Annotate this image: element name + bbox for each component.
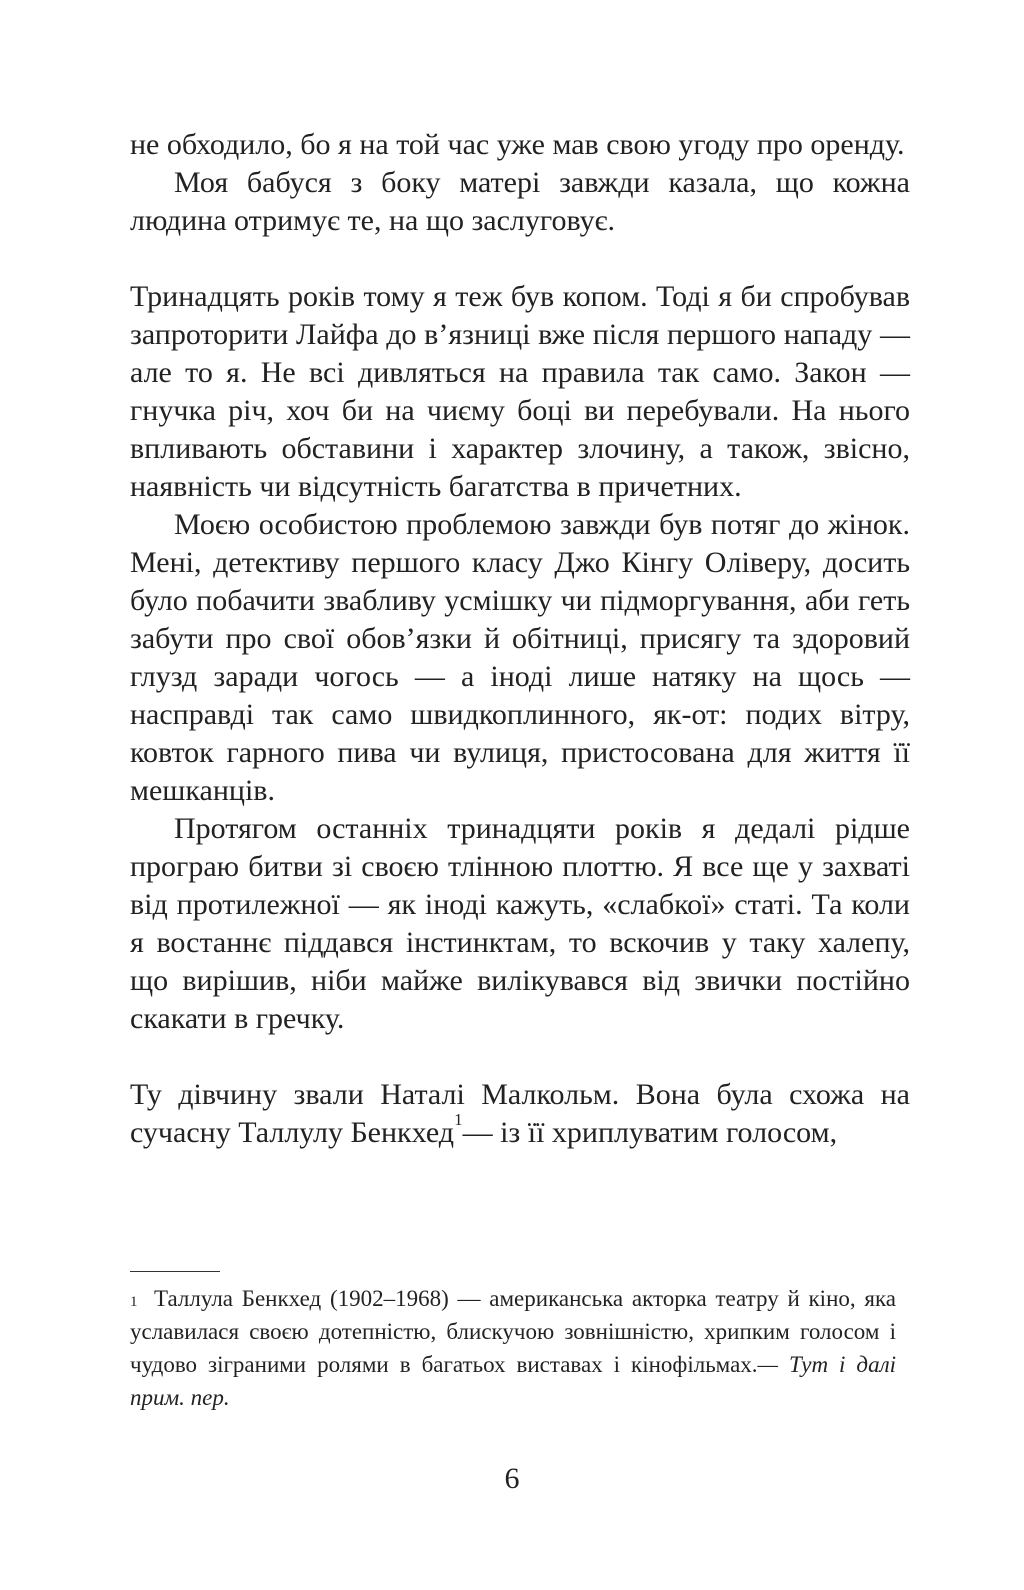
- section-break: [130, 240, 910, 278]
- footnote: [130, 1282, 896, 1414]
- footnote-text: Таллула Бенкхед (1902–1968) — американська акторка театру й кіно, яка уславилася своєю дотепністю, блискучою зовнішністю, хрипким голосом і чудово зіграними ролями в багатьох виставах і кінофільмах.: [130, 1286, 896, 1377]
- main-text: [130, 126, 910, 1152]
- footnote-separator: [130, 1271, 220, 1272]
- paragraph-text: Ту дівчину звали Наталі Малкольм. Вона була схожа на сучасну Таллулу Бенкхед: [130, 1078, 910, 1149]
- footnote-mark: 1: [130, 1294, 138, 1310]
- footnote-reference[interactable]: 1: [454, 1110, 463, 1129]
- paragraph: [130, 1076, 910, 1152]
- paragraph: Протягом останніх тринадцяти років я дедалі рідше програю битви зі своєю тлінною плоттю. Я все ще у захваті від протилежної — як іноді кажуть, «слабкої» статі. Та коли я востаннє піддався інстинктам, то вскочив у таку халепу, що вирішив, ніби майже вилікувався від звички постійно скакати в гречку.: [130, 812, 910, 1035]
- paragraph: Моя бабуся з боку матері завжди казала, що кожна людина отримує те, на що заслуговує.: [130, 166, 910, 237]
- section-break: [130, 1038, 910, 1076]
- footnote-translator-note: — Тут і далі прим. пер.: [130, 1352, 896, 1410]
- paragraph: не обходило, бо я на той час уже мав свою угоду про оренду.: [130, 128, 905, 161]
- paragraph-text: — із її хриплуватим голосом,: [462, 1116, 838, 1149]
- page-number: 6: [504, 1462, 520, 1495]
- paragraph: Моєю особистою проблемою завжди був потяг до жінок. Мені, детективу першого класу Джо Кінгу Оліверу, досить було побачити звабливу усмішку чи підморгування, аби геть забути про свої обов’язки й обітниці, присягу та здоровий глузд заради чогось — а іноді лише натяку на щось — насправді так само швидкоплинного, як-от: подих вітру, ковток гарного пива чи вулиця, пристосована для життя її мешканців.: [130, 508, 910, 807]
- paragraph: Тринадцять років тому я теж був копом. Тоді я би спробував запроторити Лайфа до в’язниці вже після першого нападу — але то я. Не всі дивляться на правила так само. Закон — гнучка річ, хоч би на чиєму боці ви перебували. На нього впливають обставини і характер злочину, а також, звісно, наявність чи відсутність багатства в причетних.: [130, 280, 910, 503]
- footnote-mark-box: [130, 1282, 154, 1315]
